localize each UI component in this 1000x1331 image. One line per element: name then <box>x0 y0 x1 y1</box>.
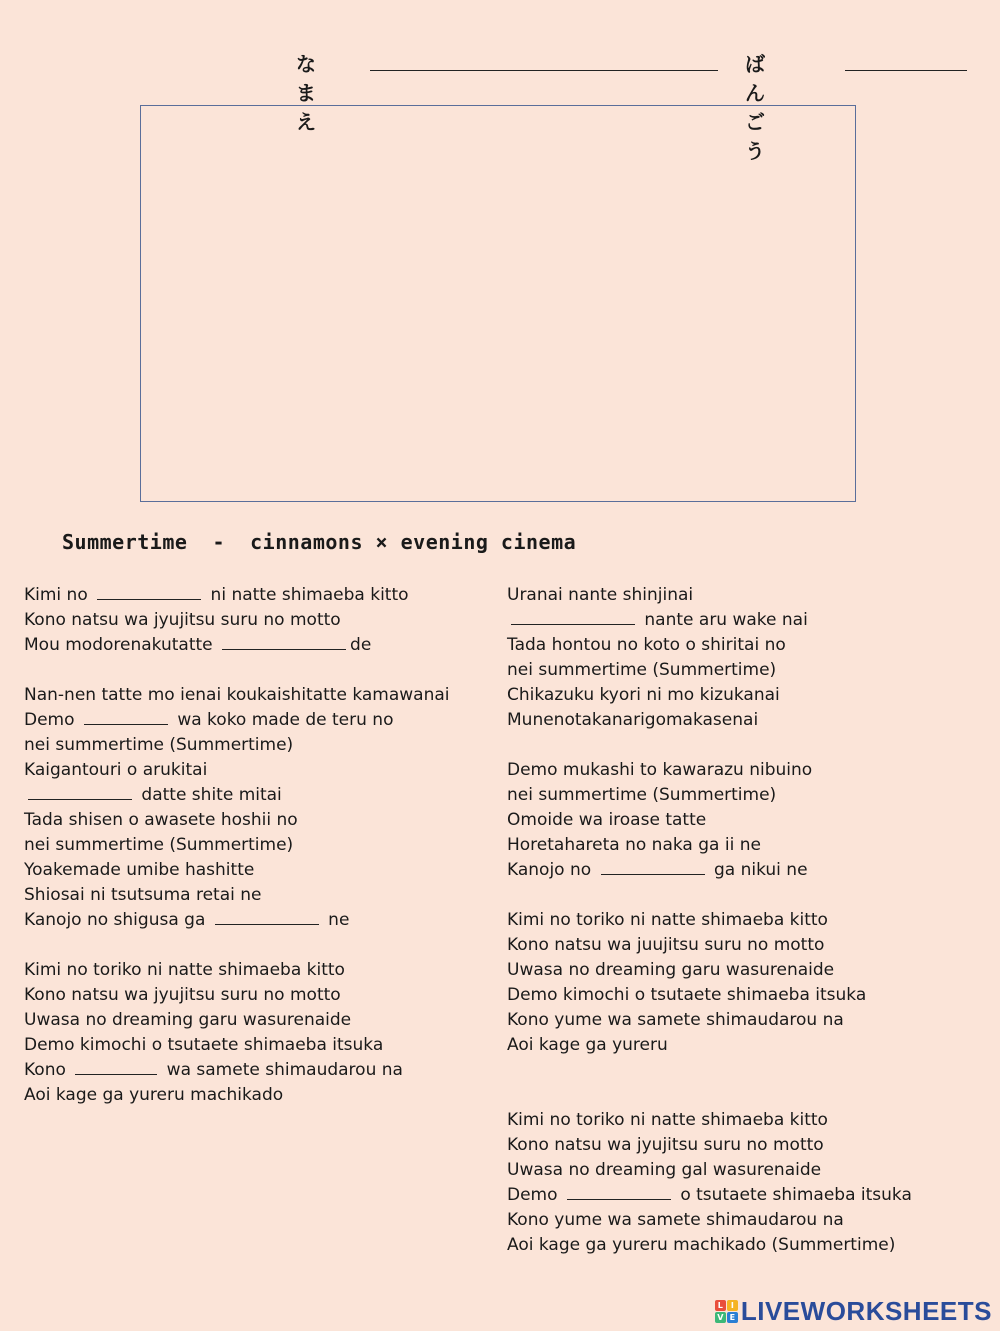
logo-mark-letter: I <box>727 1300 738 1311</box>
lyric-text: nei summertime (Summertime) <box>507 785 777 805</box>
lyric-text: Yoakemade umibe hashitte <box>24 860 255 880</box>
lyric-line <box>24 1058 504 1083</box>
name-input-line[interactable] <box>370 70 718 71</box>
lyric-text: Kono yume wa samete shimaudarou na <box>507 1210 844 1230</box>
lyric-text: nei summertime (Summertime) <box>24 835 294 855</box>
lyric-line <box>507 608 987 633</box>
lyric-text: Demo kimochi o tsutaete shimaeba itsuka <box>24 1035 384 1055</box>
lyric-line <box>24 1008 504 1033</box>
lyric-line <box>507 633 987 658</box>
stanza-gap <box>24 658 504 683</box>
lyric-text: Kono natsu wa jyujitsu suru no motto <box>24 610 341 630</box>
lyric-line <box>24 1083 504 1108</box>
lyric-text: Chikazuku kyori ni mo kizukanai <box>507 685 780 705</box>
lyric-line <box>24 708 504 733</box>
lyric-text: Kono natsu wa jyujitsu suru no motto <box>507 1135 824 1155</box>
lyric-text: Demo <box>507 1185 563 1205</box>
logo-mark-letter: E <box>727 1312 738 1323</box>
lyric-line <box>507 833 987 858</box>
lyric-line <box>24 733 504 758</box>
lyric-line <box>24 683 504 708</box>
lyric-text: Kono yume wa samete shimaudarou na <box>507 1010 844 1030</box>
lyric-text: Shiosai ni tsutsuma retai ne <box>24 885 262 905</box>
lyric-line <box>507 1158 987 1183</box>
lyric-text: Horetahareta no naka ga ii ne <box>507 835 761 855</box>
lyric-text: Kimi no toriko ni natte shimaeba kitto <box>507 910 828 930</box>
lyric-line <box>24 983 504 1008</box>
lyric-text: Mou modorenakutatte <box>24 635 219 655</box>
stanza-gap <box>24 933 504 958</box>
fill-in-blank[interactable] <box>75 1058 157 1075</box>
lyric-text: Uwasa no dreaming garu wasurenaide <box>24 1010 352 1030</box>
fill-in-blank[interactable] <box>215 908 319 925</box>
lyric-text: o tsutaete shimaeba itsuka <box>674 1185 912 1205</box>
lyric-text: Kono natsu wa juujitsu suru no motto <box>507 935 825 955</box>
lyric-text: Kimi no <box>24 585 94 605</box>
lyric-text: Uwasa no dreaming gal wasurenaide <box>507 1160 822 1180</box>
lyric-line <box>24 758 504 783</box>
fill-in-blank[interactable] <box>511 608 635 625</box>
lyric-text: Demo kimochi o tsutaete shimaeba itsuka <box>507 985 867 1005</box>
lyric-line <box>24 608 504 633</box>
lyric-text: wa koko made de teru no <box>171 710 394 730</box>
lyric-text: Kono <box>24 1060 72 1080</box>
lyric-text: ni natte shimaeba kitto <box>205 585 409 605</box>
lyric-line <box>507 908 987 933</box>
lyric-text: Aoi kage ga yureru <box>507 1035 668 1055</box>
lyric-text: Uwasa no dreaming garu wasurenaide <box>507 960 835 980</box>
lyric-text: Munenotakanarigomakasenai <box>507 710 759 730</box>
lyric-line <box>24 633 504 658</box>
lyric-line <box>24 883 504 908</box>
lyric-line <box>507 658 987 683</box>
lyric-line <box>24 958 504 983</box>
number-input-line[interactable] <box>845 70 967 71</box>
lyric-text: Kono natsu wa jyujitsu suru no motto <box>24 985 341 1005</box>
fill-in-blank[interactable] <box>567 1183 671 1200</box>
lyric-line <box>507 583 987 608</box>
lyric-line <box>507 1033 987 1058</box>
fill-in-blank[interactable] <box>601 858 705 875</box>
lyric-text: ne <box>322 910 350 930</box>
song-title: Summertime - cinnamons × evening cinema <box>62 530 577 554</box>
lyric-line <box>24 858 504 883</box>
fill-in-blank[interactable] <box>28 783 132 800</box>
lyric-line <box>507 933 987 958</box>
lyric-text: de <box>350 635 372 655</box>
logo-mark-letter: L <box>715 1300 726 1311</box>
lyric-text: wa samete shimaudarou na <box>161 1060 403 1080</box>
lyric-line <box>507 983 987 1008</box>
lyrics-right-column <box>507 583 987 1258</box>
stanza-gap <box>507 1058 987 1108</box>
lyric-line <box>507 1183 987 1208</box>
lyric-text: Aoi kage ga yureru machikado (Summertime) <box>507 1235 896 1255</box>
lyric-line <box>507 858 987 883</box>
lyric-text: Demo mukashi to kawarazu nibuino <box>507 760 813 780</box>
stanza-gap <box>507 883 987 908</box>
lyric-line <box>507 758 987 783</box>
lyric-line <box>507 683 987 708</box>
fill-in-blank[interactable] <box>97 583 201 600</box>
lyric-line <box>24 833 504 858</box>
lyric-text: Nan-nen tatte mo ienai koukaishitatte kamawanai <box>24 685 450 705</box>
lyric-text: Kimi no toriko ni natte shimaeba kitto <box>24 960 345 980</box>
lyric-line <box>507 1233 987 1258</box>
fill-in-blank[interactable] <box>222 633 346 650</box>
lyric-line <box>507 958 987 983</box>
lyric-line <box>507 783 987 808</box>
lyric-line <box>24 1033 504 1058</box>
lyric-text: Tada hontou no koto o shiritai no <box>507 635 786 655</box>
logo-mark-icon <box>715 1300 738 1323</box>
lyric-text: Tada shisen o awasete hoshii no <box>24 810 298 830</box>
lyric-text: Uranai nante shinjinai <box>507 585 694 605</box>
lyric-text: Kanojo no shigusa ga <box>24 910 211 930</box>
lyric-line <box>24 783 504 808</box>
lyric-line <box>507 1108 987 1133</box>
lyric-line <box>24 808 504 833</box>
lyric-text: datte shite mitai <box>136 785 282 805</box>
lyric-text: Demo <box>24 710 80 730</box>
lyric-line <box>24 583 504 608</box>
lyrics-left-column <box>24 583 504 1108</box>
logo-mark-letter: V <box>715 1312 726 1323</box>
lyric-text: nei summertime (Summertime) <box>24 735 294 755</box>
lyric-text: Kanojo no <box>507 860 597 880</box>
lyric-line <box>507 1008 987 1033</box>
lyric-text: Aoi kage ga yureru machikado <box>24 1085 284 1105</box>
stanza-gap <box>507 733 987 758</box>
lyric-text: nante aru wake nai <box>639 610 808 630</box>
lyric-line <box>507 708 987 733</box>
lyric-text: nei summertime (Summertime) <box>507 660 777 680</box>
logo-text: LIVEWORKSHEETS <box>740 1295 992 1326</box>
lyric-line <box>24 908 504 933</box>
name-label: なまえ <box>296 52 318 134</box>
number-label: ばんごう <box>745 52 767 163</box>
lyric-text: Kaigantouri o arukitai <box>24 760 208 780</box>
lyric-line <box>507 808 987 833</box>
liveworksheets-logo <box>715 1296 992 1326</box>
lyric-line <box>507 1208 987 1233</box>
fill-in-blank[interactable] <box>84 708 168 725</box>
picture-box <box>140 105 856 502</box>
lyric-text: Kimi no toriko ni natte shimaeba kitto <box>507 1110 828 1130</box>
lyric-line <box>507 1133 987 1158</box>
lyric-text: Omoide wa iroase tatte <box>507 810 707 830</box>
lyric-text: ga nikui ne <box>708 860 808 880</box>
